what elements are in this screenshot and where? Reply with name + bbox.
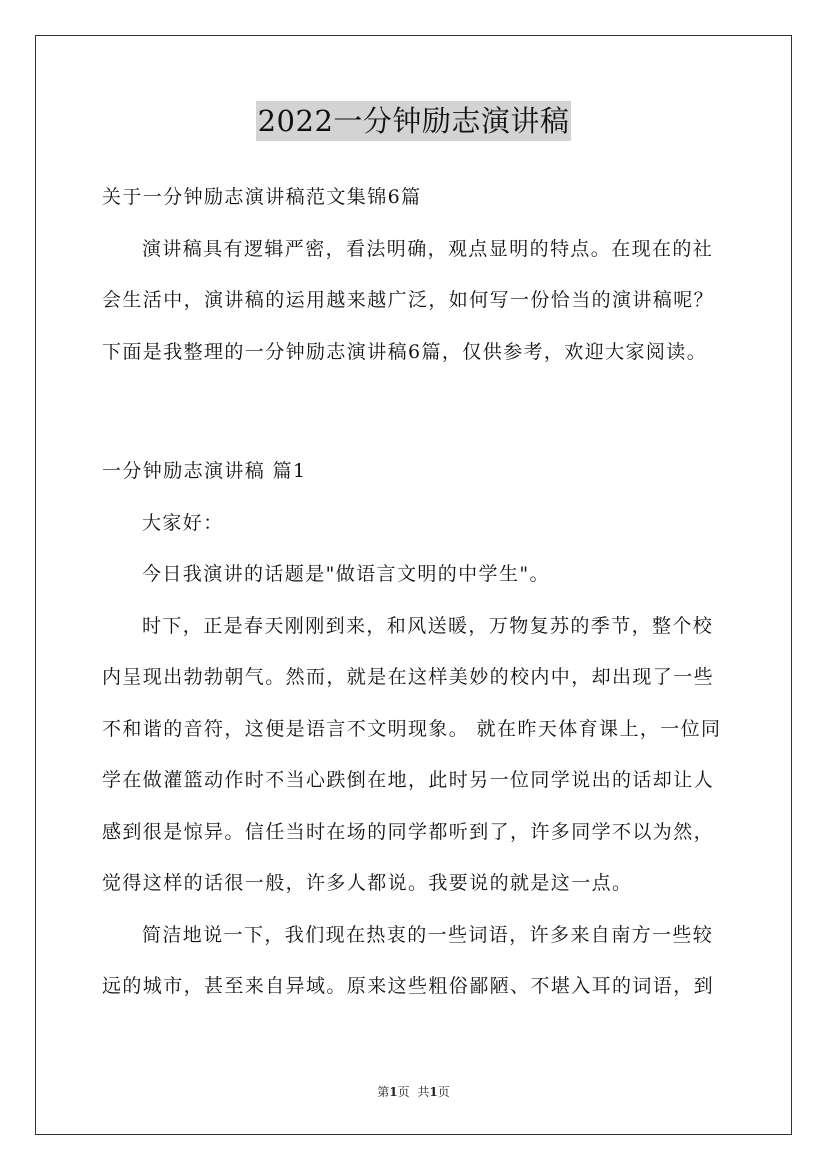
page-prefix: 第 (377, 1085, 390, 1099)
body-line: 远的城市，甚至来自异域。原来这些粗俗鄙陋、不堪入耳的词语，到 (102, 975, 715, 997)
intro-line: 会生活中，演讲稿的运用越来越广泛，如何写一份恰当的演讲稿呢？ (102, 289, 715, 311)
title-container (0, 101, 827, 141)
body-line: 内呈现出勃勃朝气。然而，就是在这样美妙的校内中，却出现了一些 (102, 666, 715, 688)
document-subtitle: 关于一分钟励志演讲稿范文集锦6篇 (102, 186, 422, 208)
body-line: 觉得这样的话很一般，许多人都说。我要说的就是这一点。 (102, 872, 633, 894)
body-line: 时下，正是春天刚刚到来，和风送暖，万物复苏的季节，整个校 (142, 614, 714, 637)
body-line: 简洁地说一下，我们现在热衷的一些词语，许多来自南方一些较 (142, 923, 714, 946)
page-number: 1 (389, 1085, 398, 1099)
document-body (102, 172, 732, 1013)
section-heading: 一分钟励志演讲稿 篇1 (102, 460, 307, 482)
total-pages: 1 (429, 1085, 438, 1099)
body-line: 大家好： (142, 511, 224, 534)
body-line: 学在做灌篮动作时不当心跌倒在地，此时另一位同学说出的话却让人 (102, 769, 715, 791)
page-footer (0, 1083, 827, 1100)
document-title: 2022一分钟励志演讲稿 (256, 101, 572, 141)
paragraph-gap (102, 378, 732, 446)
intro-line: 下面是我整理的一分钟励志演讲稿6篇，仅供参考，欢迎大家阅读。 (102, 340, 708, 363)
body-line: 感到很是惊异。信任当时在场的同学都听到了，许多同学不以为然， (102, 820, 715, 843)
total-suffix: 页 (437, 1085, 450, 1099)
page-suffix: 页 (397, 1085, 410, 1099)
intro-line: 演讲稿具有逻辑严密，看法明确，观点显明的特点。在现在的社 (142, 237, 714, 260)
body-line: 今日我演讲的话题是"做语言文明的中学生"。 (142, 563, 550, 585)
body-line: 不和谐的音符，这便是语言不文明现象。 就在昨天体育课上，一位同 (102, 717, 722, 740)
total-prefix: 共 (417, 1085, 430, 1099)
